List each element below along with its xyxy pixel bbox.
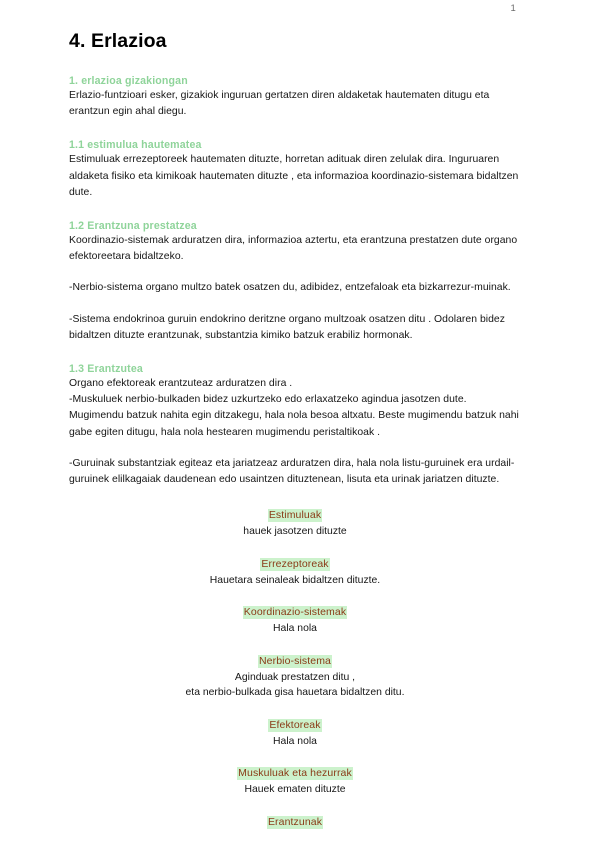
page-title: 4. Erlazioa xyxy=(69,30,167,52)
section-erantzutea xyxy=(69,363,521,488)
flow-item xyxy=(69,651,521,701)
relation-flow-list xyxy=(69,505,521,830)
section-paragraph: Koordinazio-sistemak arduratzen dira, informazioa aztertu, eta erantzuna prestatzen dute organo efektoreetara bidaltzeko. xyxy=(69,235,518,263)
flow-item xyxy=(69,602,521,637)
section-heading: 1.2 Erantzuna prestatzea xyxy=(69,220,197,233)
flow-description-line: Aginduak prestatzen ditu , xyxy=(234,671,356,683)
flow-term-highlight: Efektoreak xyxy=(269,718,321,731)
section-heading: 1.1 estimulua hautematea xyxy=(69,139,202,152)
flow-description-line: Hauetara seinaleak bidaltzen dituzte. xyxy=(209,574,381,586)
section-paragraph: -Sistema endokrinoa guruin endokrino deritzne organo multzoak osatzen ditu . Odolaren bidez bidaltzen dituzte erantzunak, substantzia kimiko batzuk erabiliz hormonak. xyxy=(69,313,505,341)
flow-description-line: Hala nola xyxy=(273,735,317,747)
section-heading: 1.3 Erantzutea xyxy=(69,363,143,376)
section-erlazioa-gizakiongan xyxy=(69,75,521,120)
section-erantzuna-prestatzea xyxy=(69,220,521,344)
flow-term-highlight: Estimuluak xyxy=(268,509,322,522)
flow-term-highlight: Nerbio-sistema xyxy=(258,654,331,667)
flow-item xyxy=(69,812,521,830)
flow-description xyxy=(69,782,521,798)
flow-term-highlight: Errezeptoreak xyxy=(261,557,329,570)
flow-term-highlight: Muskuluak eta hezurrak xyxy=(238,767,352,780)
flow-item xyxy=(69,715,521,750)
flow-description xyxy=(69,573,521,589)
flow-item xyxy=(69,554,521,589)
flow-item xyxy=(69,505,521,540)
section-paragraph: -Muskuluek nerbio-bulkaden bidez uzkurtzeko edo erlaxatzeko agindua jasotzen dute. Mugimendu batzuk nahita egin ditzakegu, hala nola besoa altxatu. Beste mugimendu batzuk nahi gabe egiten ditugu, hala nola hestearen mugimendu peristaltikoak . xyxy=(69,394,519,438)
flow-description-line: Hala nola xyxy=(273,623,317,635)
document-content xyxy=(69,30,521,844)
flow-description-line: eta nerbio-bulkada gisa hauetara bidaltzen ditu. xyxy=(185,687,405,699)
flow-term-highlight: Erantzunak xyxy=(267,815,323,828)
flow-description xyxy=(69,621,521,637)
section-paragraph: Estimuluak errezeptoreek hautematen dituzte, horretan adituak diren zelulak dira. Inguruaren aldaketa fisiko eta kimikoak hautematen dituzte , eta informazioa koordinazio-sistemara bidaltzen dute. xyxy=(69,154,519,198)
flow-description-line: hauek jasotzen dituzte xyxy=(243,526,347,538)
flow-term-highlight: Koordinazio-sistemak xyxy=(243,606,347,619)
flow-description xyxy=(69,734,521,750)
section-estimulua-hautematea xyxy=(69,139,521,201)
section-heading: 1. erlazioa gizakiongan xyxy=(69,75,188,87)
section-paragraph: Erlazio-funtzioari esker, gizakiok inguruan gertatzen diren aldaketak hautematen ditugu eta erantzun egin ahal diegu. xyxy=(69,90,490,118)
section-paragraph: Organo efektoreak erantzuteaz arduratzen dira . xyxy=(69,378,293,390)
section-paragraph: -Guruinak substantziak egiteaz eta jariatzeaz arduratzen dira, hala nola listu-guruinek era urdail- guruinek elilkagaiak daudenean edo usaintzen dituztenean, lisuta eta urinak jariatzen dituzte. xyxy=(69,457,515,486)
flow-item xyxy=(69,763,521,798)
section-paragraph: -Nerbio-sistema organo multzo batek osatzen du, adibidez, entzefaloak eta bizkarrezur-muinak. xyxy=(69,282,511,294)
flow-description-line: Hauek ematen dituzte xyxy=(244,784,346,796)
flow-description xyxy=(69,524,521,540)
flow-description xyxy=(69,670,521,701)
page-number: 1 xyxy=(510,3,516,14)
